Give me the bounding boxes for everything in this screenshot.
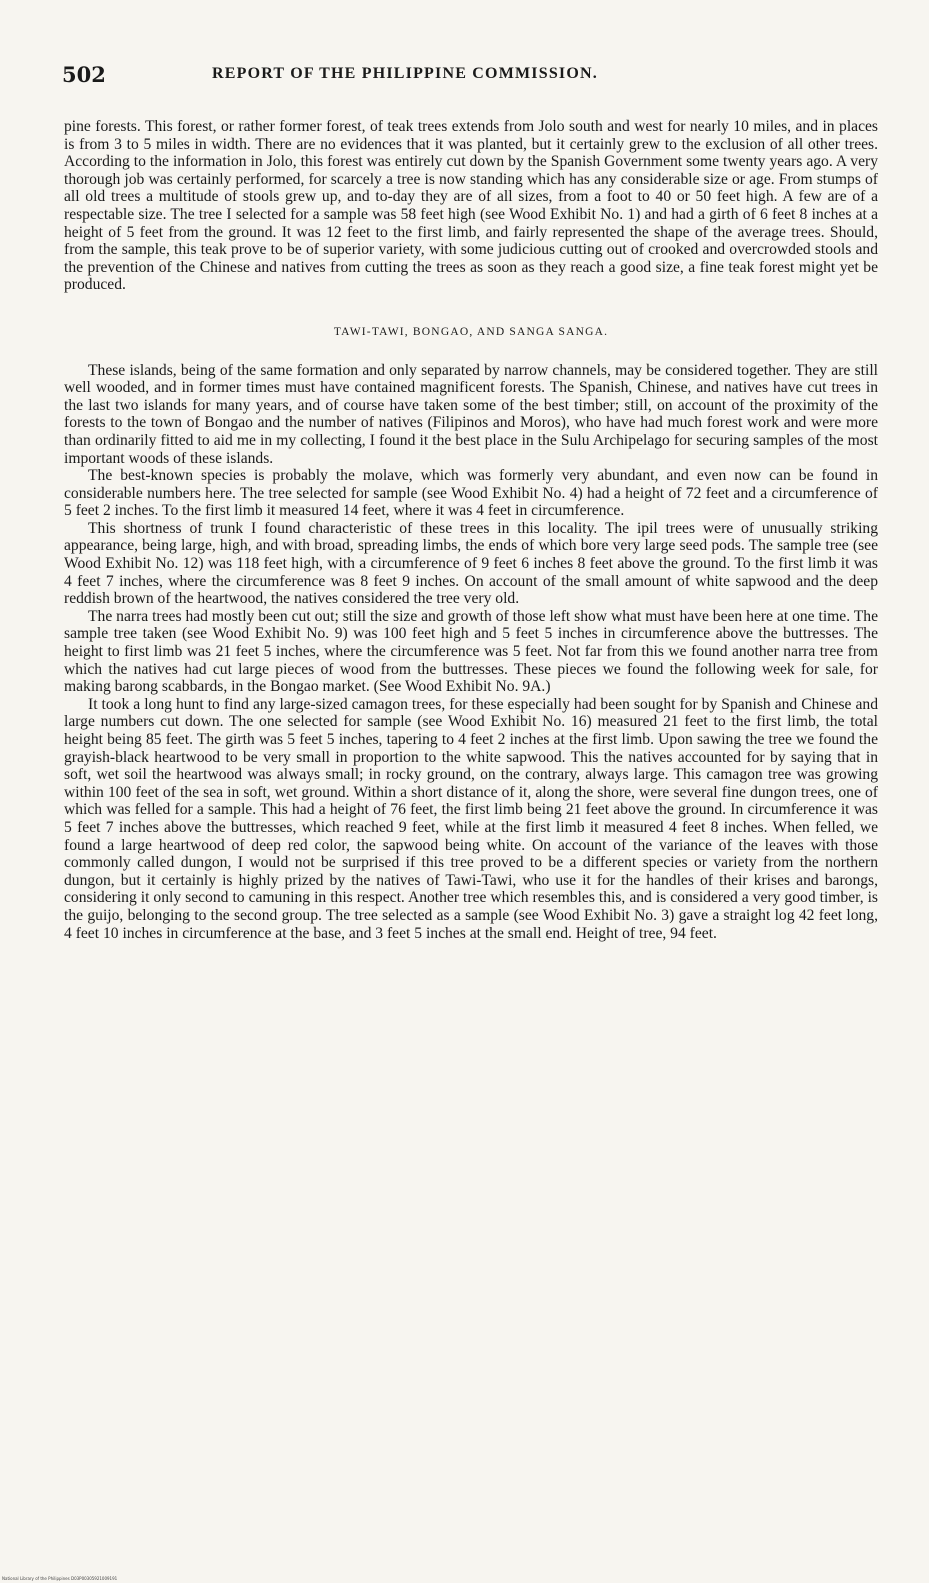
body-text	[64, 118, 878, 942]
page-number: 502	[62, 62, 106, 87]
paragraph: This shortness of trunk I found characteristic of these trees in this locality. The ipil trees were of unusually striking appearance, being large, high, and with broad, spreading limbs, the ends of which bore very large seed pods. The sample tree (see Wood Exhibit No. 12) was 118 feet high, with a circumference of 9 feet 6 inches 8 feet above the ground. To the first limb it was 4 feet 7 inches, where the circumference was 8 feet 9 inches. On account of the small amount of white sapwood and the deep reddish brown of the heartwood, the natives considered the tree very old.	[64, 519, 878, 608]
paragraph: The best-known species is probably the molave, which was formerly very abundant, and even now can be found in considerable numbers here. The tree selected for sample (see Wood Exhibit No. 4) had a height of 72 feet and a circumference of 5 feet 2 inches. To the first limb it measured 14 feet, where it was 4 feet in circumference.	[64, 467, 878, 520]
paragraph: It took a long hunt to find any large-sized camagon trees, for these especially had been sought for by Spanish and Chinese and large numbers cut down. The one selected for sample (see Wood Exhibit No. 16) measured 21 feet to the first limb, the total height being 85 feet. The girth was 5 feet 5 inches, tapering to 4 feet 2 inches at the first limb. Upon sawing the tree we found the grayish-black heartwood to be very small in proportion to the white sapwood. This the natives accounted for by saying that in soft, wet soil the heartwood was always small; in rocky ground, on the contrary, always large. This camagon tree was growing within 100 feet of the sea in soft, wet ground. Within a short distance of it, along the shore, were several fine dungon trees, one of which was felled for a sample. This had a height of 76 feet, the first limb being 21 feet above the ground. In circumference it was 5 feet 7 inches above the buttresses, which reached 9 feet, while at the first limb it measured 4 feet 8 inches. When felled, we found a large heartwood of deep red color, the sapwood being white. On account of the variance of the leaves with those commonly called dungon, I would not be surprised if this tree proved to be a different species or variety from the northern dungon, but it certainly is highly prized by the natives of Tawi-Tawi, who use it for the handles of their krises and barongs, considering it only second to camuning in this respect. Another tree which resembles this, and is considered a very good timber, is the guijo, belonging to the second group. The tree selected as a sample (see Wood Exhibit No. 3) gave a straight log 42 feet long, 4 feet 10 inches in circumference at the base, and 3 feet 5 inches at the small end. Height of tree, 94 feet.	[64, 695, 878, 942]
section-heading: TAWI-TAWI, BONGAO, AND SANGA SANGA.	[333, 325, 609, 338]
paragraph: pine forests. This forest, or rather former forest, of teak trees extends from Jolo south and west for nearly 10 miles, and in places is from 3 to 5 miles in width. There are no evidences that it was planted, but it certainly grew to the exclusion of all other trees. According to the information in Jolo, this forest was entirely cut down by the Spanish Government some twenty years ago. A very thorough job was certainly performed, for scarcely a tree is now standing which has any considerable size or age. From stumps of all old trees a multitude of stools grew up, and to-day they are of all sizes, from a foot to 40 or 50 feet high. A few are of a respectable size. The tree I selected for a sample was 58 feet high (see Wood Exhibit No. 1) and had a girth of 6 feet 8 inches at a height of 5 feet from the ground. It was 12 feet to the first limb, and fairly represented the shape of the average trees. Should, from the sample, this teak prove to be of superior variety, with some judicious cutting out of crooked and overcrowded stools and the prevention of the Chinese and natives from cutting the trees as soon as they reach a good size, a fine teak forest might yet be produced.	[64, 118, 878, 294]
paragraph: These islands, being of the same formation and only separated by narrow channels, may be considered together. They are still well wooded, and in former times must have contained magnificent forests. The Spanish, Chinese, and natives have cut trees in the last two islands for many years, and of course have taken some of the best timber; still, on account of the proximity of the forests to the town of Bongao and the number of natives (Filipinos and Moros), who have had much forest work and were more than ordinarily fitted to aid me in my collecting, I found it the best place in the Sulu Archipelago for securing samples of the most important woods of these islands.	[64, 361, 878, 467]
scan-credit: National Library of the Philippines D03P00305921009191	[2, 1576, 118, 1581]
page-header	[62, 62, 880, 92]
paragraph: The narra trees had mostly been cut out; still the size and growth of those left show what must have been here at one time. The sample tree taken (see Wood Exhibit No. 9) was 100 feet high and 5 feet 5 inches in circumference above the buttresses. The height to first limb was 21 feet 5 inches, where the circumference was 5 feet. Not far from this we found another narra tree from which the natives had cut large pieces of wood from the buttresses. These pieces we found the following week for sale, for making barong scabbards, in the Bongao market. (See Wood Exhibit No. 9A.)	[64, 607, 878, 696]
running-head: REPORT OF THE PHILIPPINE COMMISSION.	[212, 65, 598, 82]
